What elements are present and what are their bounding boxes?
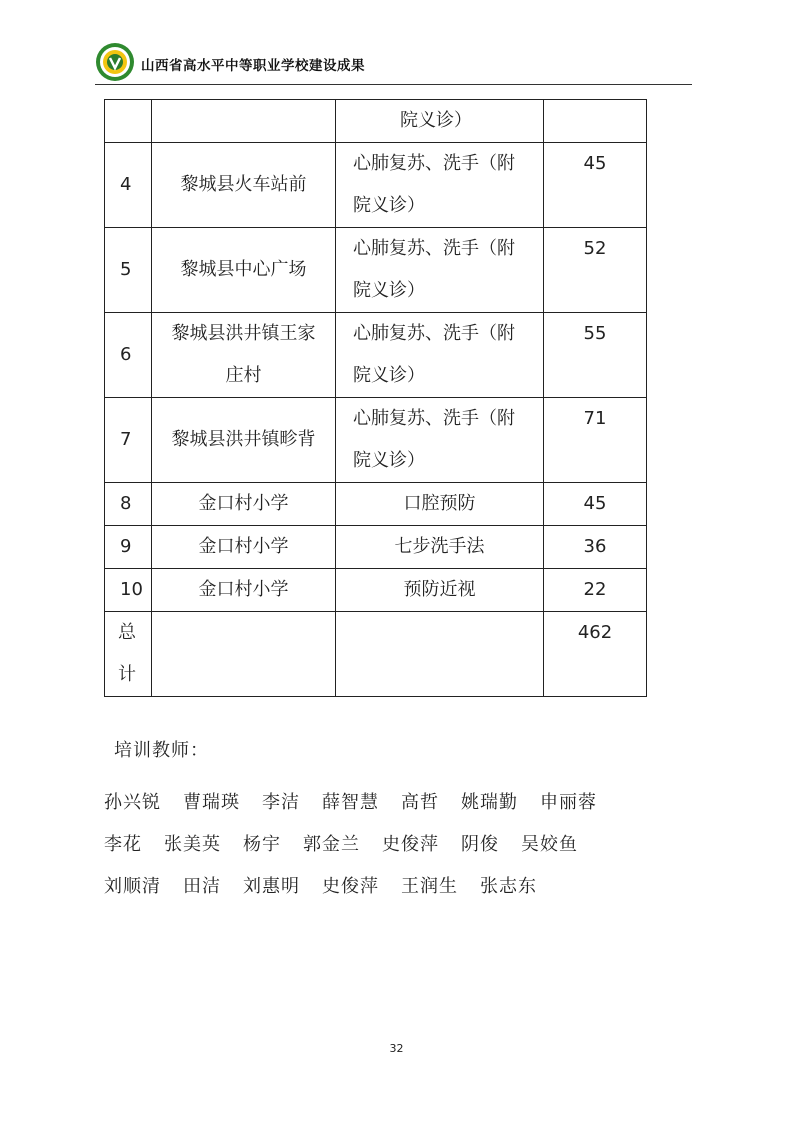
count-cell: 71 [544,398,647,483]
place-cell [152,483,336,526]
empty-cell [336,612,544,697]
place-line: 黎城县火车站前 [180,174,307,195]
teacher-row [104,864,619,906]
content-line: 心肺复苏、洗手（附 [353,323,515,344]
content-text [345,398,534,482]
total-label-char: 计 [118,664,136,685]
place-cell [152,569,336,612]
content-cell [336,100,544,143]
content-text [336,569,543,611]
content-line: 院义诊） [353,195,425,216]
activity-table [104,99,647,697]
total-label-char: 总 [118,622,136,643]
content-cell [336,483,544,526]
teacher-name: 刘顺清 [104,876,161,897]
content-cell [336,526,544,569]
teacher-name: 高哲 [401,792,439,813]
school-logo-icon [95,42,135,82]
content-line: 心肺复苏、洗手（附 [353,408,515,429]
teacher-name: 张美英 [164,834,221,855]
teacher-name: 田洁 [183,876,221,897]
row-number-cell: 8 [105,483,152,526]
row-number-cell: 9 [105,526,152,569]
content-line: 院义诊） [400,110,472,131]
table-row [105,143,647,228]
header-title: 山西省高水平中等职业学校建设成果 [141,58,365,74]
content-cell [336,313,544,398]
place-line: 黎城县洪井镇王家 [171,323,316,344]
content-text [336,526,543,568]
page-header [95,42,695,86]
teacher-name: 阴俊 [461,834,499,855]
place-cell [152,313,336,398]
empty-cell [152,612,336,697]
table-row [105,526,647,569]
content-line: 七步洗手法 [394,536,485,557]
place-cell [152,526,336,569]
count-cell: 52 [544,228,647,313]
teachers-section [104,738,619,906]
teacher-name: 薛智慧 [322,792,379,813]
teacher-name: 吴姣鱼 [521,834,578,855]
total-row [105,612,647,697]
content-text [345,228,534,312]
table-row [105,398,647,483]
place-cell [152,143,336,228]
place-cell [152,228,336,313]
place-line: 金口村小学 [198,493,289,514]
place-cell [152,100,336,143]
total-label-cell [105,612,152,697]
content-line: 心肺复苏、洗手（附 [353,153,515,174]
teacher-name: 刘惠明 [243,876,300,897]
content-line: 心肺复苏、洗手（附 [353,238,515,259]
content-line: 预防近视 [403,579,476,600]
teacher-name: 张志东 [480,876,537,897]
teacher-name: 曹瑞瑛 [183,792,240,813]
row-number-cell: 6 [105,313,152,398]
count-cell [544,100,647,143]
teacher-row [104,822,619,864]
row-number-cell: 5 [105,228,152,313]
teacher-name: 孙兴锐 [104,792,161,813]
row-number-cell [105,100,152,143]
place-line: 金口村小学 [198,579,289,600]
table-row [105,313,647,398]
teacher-name: 姚瑞勤 [461,792,518,813]
place-cell [152,398,336,483]
teacher-name: 史俊萍 [382,834,439,855]
table-row [105,228,647,313]
place-line: 庄村 [225,365,262,386]
content-line: 口腔预防 [403,493,476,514]
count-cell: 45 [544,483,647,526]
row-number-cell: 4 [105,143,152,228]
place-line: 黎城县中心广场 [180,259,307,280]
teacher-name: 郭金兰 [303,834,360,855]
teacher-name: 李洁 [262,792,300,813]
page-number: 32 [389,1042,404,1055]
content-cell [336,569,544,612]
teachers-title: 培训教师： [114,740,209,761]
content-line: 院义诊） [353,280,425,301]
teacher-name: 史俊萍 [322,876,379,897]
header-divider [95,84,692,85]
content-cell [336,143,544,228]
content-text [336,100,543,142]
total-count-cell: 462 [544,612,647,697]
teacher-name: 李花 [104,834,142,855]
table-row [105,569,647,612]
place-line: 黎城县洪井镇畛背 [171,429,316,450]
count-cell: 45 [544,143,647,228]
table-row [105,100,647,143]
content-cell [336,398,544,483]
count-cell: 36 [544,526,647,569]
content-cell [336,228,544,313]
content-text [336,483,543,525]
place-line: 金口村小学 [198,536,289,557]
content-text [345,313,534,397]
teacher-row [104,780,619,822]
row-number-cell: 7 [105,398,152,483]
content-text [345,143,534,227]
teacher-name: 杨宇 [243,834,281,855]
teacher-name: 申丽蓉 [540,792,597,813]
count-cell: 22 [544,569,647,612]
table-row [105,483,647,526]
teacher-name: 王润生 [401,876,458,897]
count-cell: 55 [544,313,647,398]
content-line: 院义诊） [353,365,425,386]
row-number-cell: 10 [105,569,152,612]
content-line: 院义诊） [353,450,425,471]
